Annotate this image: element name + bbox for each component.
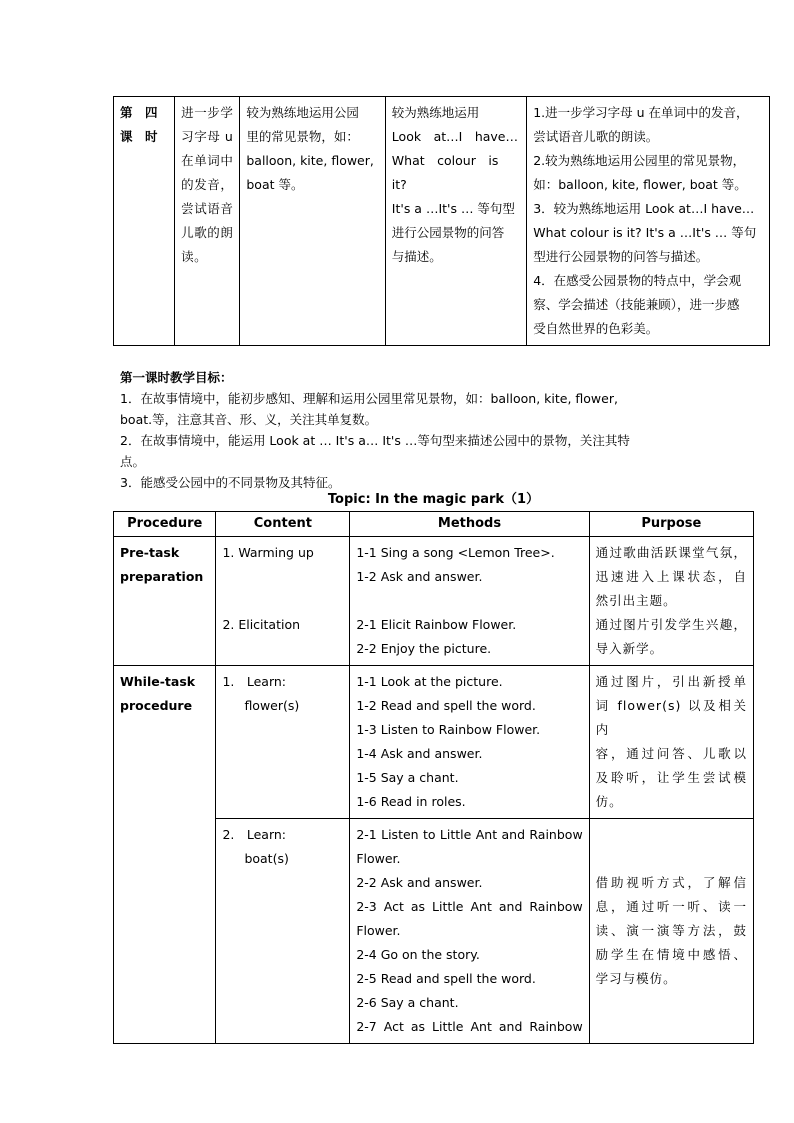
purpose-line: 导入新学。 — [595, 641, 664, 656]
method-item: 1-4 Ask and answer. — [356, 746, 483, 761]
goal-vocab-line: 里的常见景物，如： — [246, 129, 359, 144]
topic-title: Topic: In the magic park（1） — [327, 492, 540, 507]
procedure-label: preparation — [120, 569, 204, 584]
content-item: 1. Warming up — [222, 545, 314, 560]
purpose-line: 通过图片，引出新授单 — [595, 674, 747, 689]
method-item: Flower. — [356, 851, 401, 866]
purpose-cell — [589, 666, 753, 819]
goal-total-line: 1.进一步学习字母 u 在单词中的发音， — [533, 105, 749, 120]
lesson-goals-table — [113, 96, 770, 346]
header-purpose: Purpose — [589, 512, 753, 537]
lesson-label-cell — [114, 97, 175, 346]
header-methods: Methods — [350, 512, 589, 537]
procedure-while-task — [114, 666, 216, 1044]
purpose-line: 通过歌曲活跃课堂气氛， — [595, 545, 747, 560]
content-cell — [216, 537, 350, 666]
method-item: 2-1 Elicit Rainbow Flower. — [356, 617, 517, 632]
method-item: 2-1 Listen to Little Ant and Rainbow — [356, 827, 583, 842]
purpose-line: 借助视听方式，了解信 — [595, 875, 747, 890]
goal-vocab-line: 较为熟练地运用公园 — [246, 105, 359, 120]
method-item: 1-1 Look at the picture. — [356, 674, 503, 689]
objective-line: 3．能感受公园中的不同景物及其特征。 — [120, 475, 341, 490]
table-row — [114, 537, 754, 666]
goal-sentence-line: 与描述。 — [391, 249, 442, 264]
goal-total-line: 受自然世界的色彩美。 — [533, 321, 659, 336]
goal-total-line: 2.较为熟练地运用公园里的常见景物， — [533, 153, 746, 168]
content-item: 2. Learn: — [222, 827, 287, 842]
procedure-pre-task — [114, 537, 216, 666]
table-row — [114, 97, 770, 346]
goal-sentence-line: It's a …It's … 等句型 — [391, 201, 515, 216]
goal-vocab-cell — [240, 97, 385, 346]
goal-sentence-line: Look at…I have… — [391, 129, 518, 144]
method-item: 2-7 Act as Little Ant and Rainbow — [356, 1019, 583, 1034]
goal-total-line: What colour is it? It's a …It's … 等句 — [533, 225, 757, 240]
content-item: flower(s) — [244, 698, 300, 713]
procedure-label: procedure — [120, 698, 193, 713]
method-item: 2-2 Enjoy the picture. — [356, 641, 492, 656]
goal-total-line: 尝试语音儿歌的朗读。 — [533, 129, 659, 144]
purpose-cell — [589, 537, 753, 666]
table-header-row — [114, 512, 754, 537]
goal-total-line: 型进行公园景物的问答与描述。 — [533, 249, 709, 264]
procedure-label: While-task — [120, 674, 196, 689]
goal-sentence-line: 进行公园景物的问答 — [391, 225, 505, 240]
procedure-label: Pre-task — [120, 545, 180, 560]
goal-total-cell — [527, 97, 770, 346]
method-item: 2-3 Act as Little Ant and Rainbow — [356, 899, 583, 914]
goal-sentence-cell — [385, 97, 526, 346]
purpose-line: 通过图片引发学生兴趣， — [595, 617, 747, 632]
table-row — [114, 666, 754, 819]
method-item: 2-5 Read and spell the word. — [356, 971, 536, 986]
purpose-line: 词 flower(s) 以及相关内 — [595, 698, 747, 737]
purpose-cell — [589, 819, 753, 1044]
procedure-table — [113, 511, 754, 1044]
method-item: 2-2 Ask and answer. — [356, 875, 483, 890]
content-item: boat(s) — [244, 851, 289, 866]
purpose-line: 励学生在情境中感悟、 — [595, 947, 747, 962]
purpose-line: 容，通过问答、儿歌以 — [595, 746, 747, 761]
content-item: 1. Learn: — [222, 674, 287, 689]
method-item: 1-2 Ask and answer. — [356, 569, 483, 584]
method-item: 1-6 Read in roles. — [356, 794, 466, 809]
goal-total-line: 察、学会描述（技能兼顾），进一步感 — [533, 297, 740, 312]
method-item: Flower. — [356, 923, 401, 938]
objective-line: boat.等，注意其音、形、义，关注其单复数。 — [120, 412, 378, 427]
purpose-line: 及聆听，让学生尝试模 — [595, 770, 747, 785]
purpose-line: 仿。 — [595, 794, 623, 809]
methods-cell — [350, 819, 589, 1044]
content-cell — [216, 819, 350, 1044]
method-item: 2-4 Go on the story. — [356, 947, 480, 962]
header-procedure: Procedure — [114, 512, 216, 537]
purpose-line: 然引出主题。 — [595, 593, 677, 608]
methods-cell — [350, 666, 589, 819]
goal-phonics-cell — [175, 97, 240, 346]
purpose-line: 学习与模仿。 — [595, 971, 677, 986]
method-item: 1-5 Say a chant. — [356, 770, 459, 785]
method-item: 2-6 Say a chant. — [356, 995, 459, 1010]
content-item: 2. Elicitation — [222, 617, 301, 632]
purpose-line: 迅速进入上课状态，自 — [595, 569, 747, 584]
lesson-label: 第 四 课 时 — [120, 105, 171, 144]
goal-total-line: 4．在感受公园景物的特点中，学会观 — [533, 273, 742, 288]
objective-line: 1．在故事情境中，能初步感知、理解和运用公园里常见景物，如：balloon, kite, flower, — [120, 391, 618, 406]
goal-phonics: 进一步学习字母 u 在单词中的发音，尝试语音儿歌的朗读。 — [181, 105, 234, 264]
content-cell — [216, 666, 350, 819]
method-item: 1-2 Read and spell the word. — [356, 698, 536, 713]
goal-total-line: 3．较为熟练地运用 Look at…I have… — [533, 201, 755, 216]
goal-vocab-line: boat 等。 — [246, 177, 304, 192]
goal-sentence-line: 较为熟练地运用 — [391, 105, 480, 120]
purpose-line: 息，通过听一听、读一 — [595, 899, 747, 914]
purpose-line: 读、演一演等方法，鼓 — [595, 923, 747, 938]
goal-total-line: 如：balloon, kite, flower, boat 等。 — [533, 177, 747, 192]
methods-cell — [350, 537, 589, 666]
objective-line: 点。 — [120, 454, 146, 469]
goal-vocab-line: balloon, kite, flower, — [246, 153, 374, 168]
goal-sentence-line: What colour is it? — [391, 153, 511, 192]
objective-line: 2．在故事情境中，能运用 Look at … It's a… It's …等句型来描述公园中的景物，关注其特 — [120, 433, 630, 448]
method-item: 1-1 Sing a song <Lemon Tree>. — [356, 545, 555, 560]
objectives-title: 第一课时教学目标： — [120, 370, 233, 385]
method-item: 1-3 Listen to Rainbow Flower. — [356, 722, 541, 737]
header-content: Content — [216, 512, 350, 537]
objectives-section — [120, 367, 680, 493]
